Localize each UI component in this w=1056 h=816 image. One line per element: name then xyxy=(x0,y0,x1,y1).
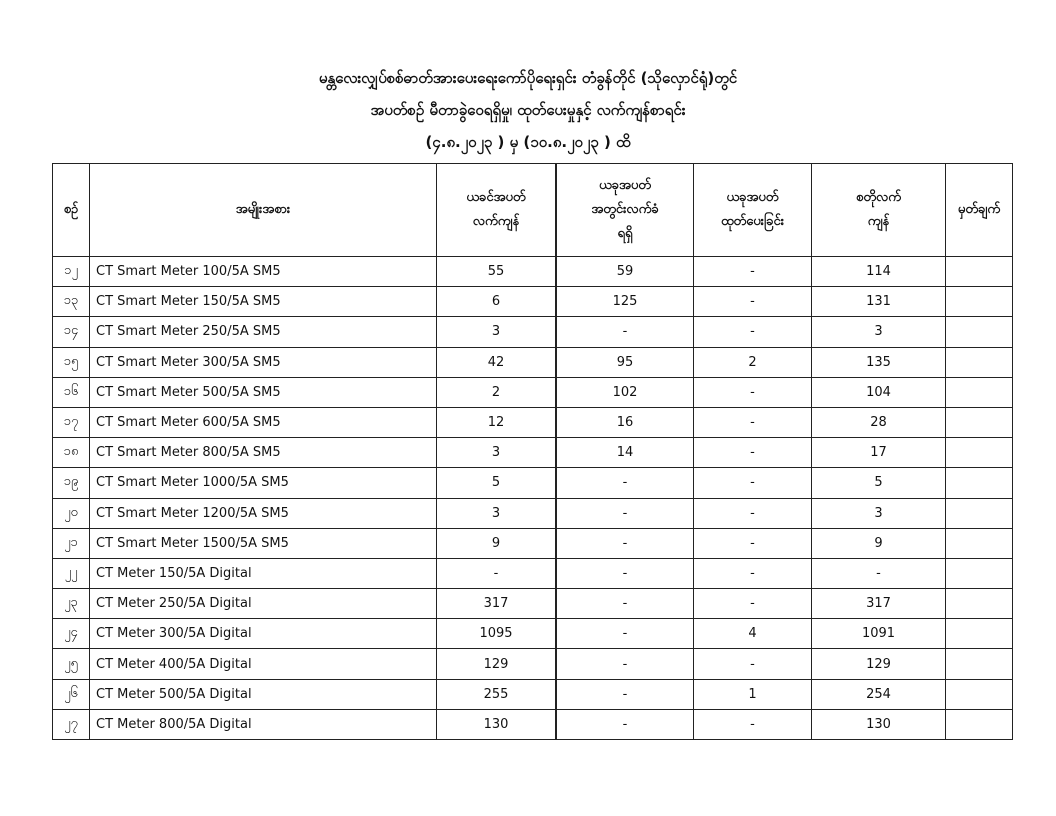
row-item-name: CT Meter 300/5A Digital xyxy=(90,619,437,649)
row-remark xyxy=(946,348,1013,378)
row-item-name: CT Smart Meter 1000/5A SM5 xyxy=(90,468,437,498)
row-previous-balance: 3 xyxy=(437,438,556,468)
row-no: ၂၀ xyxy=(52,499,90,529)
row-item-name: CT Smart Meter 100/5A SM5 xyxy=(90,257,437,287)
row-remark xyxy=(946,710,1013,740)
header-item xyxy=(90,163,437,257)
row-previous-balance: 3 xyxy=(437,499,556,529)
row-store-balance: 131 xyxy=(812,287,946,317)
row-issued: - xyxy=(694,499,812,529)
header-prev-line-2: လက်ကျန် xyxy=(472,214,520,229)
row-store-balance: 17 xyxy=(812,438,946,468)
row-previous-balance: - xyxy=(437,559,556,589)
header-received-line-2: အတွင်းလက်ခံ xyxy=(591,202,659,217)
header-no xyxy=(52,163,90,257)
row-received: - xyxy=(556,499,694,529)
header-received-line-1: ယခုအပတ် xyxy=(599,178,651,193)
row-previous-balance: 1095 xyxy=(437,619,556,649)
row-store-balance: 317 xyxy=(812,589,946,619)
row-remark xyxy=(946,619,1013,649)
row-item-name: CT Meter 800/5A Digital xyxy=(90,710,437,740)
document-title xyxy=(0,62,1056,158)
row-store-balance: 135 xyxy=(812,348,946,378)
row-no: ၂၇ xyxy=(52,710,90,740)
row-received: 102 xyxy=(556,378,694,408)
row-issued: - xyxy=(694,649,812,679)
row-item-name: CT Smart Meter 150/5A SM5 xyxy=(90,287,437,317)
title-line-3: (၄.၈.၂၀၂၃ ) မှ (၁၀.၈.၂၀၂၃ ) ထိ xyxy=(425,133,631,151)
row-remark xyxy=(946,257,1013,287)
row-previous-balance: 129 xyxy=(437,649,556,679)
row-store-balance: - xyxy=(812,559,946,589)
row-remark xyxy=(946,680,1013,710)
row-store-balance: 254 xyxy=(812,680,946,710)
row-remark xyxy=(946,468,1013,498)
row-previous-balance: 12 xyxy=(437,408,556,438)
row-no: ၁၈ xyxy=(52,438,90,468)
row-previous-balance: 5 xyxy=(437,468,556,498)
row-previous-balance: 130 xyxy=(437,710,556,740)
row-item-name: CT Smart Meter 250/5A SM5 xyxy=(90,317,437,347)
row-received: - xyxy=(556,589,694,619)
row-previous-balance: 42 xyxy=(437,348,556,378)
row-received: - xyxy=(556,529,694,559)
row-received: - xyxy=(556,619,694,649)
header-no-label: စဉ် xyxy=(63,202,79,217)
row-received: - xyxy=(556,710,694,740)
row-issued: - xyxy=(694,257,812,287)
row-previous-balance: 255 xyxy=(437,680,556,710)
row-no: ၁၃ xyxy=(52,287,90,317)
row-remark xyxy=(946,589,1013,619)
row-item-name: CT Smart Meter 1200/5A SM5 xyxy=(90,499,437,529)
row-previous-balance: 317 xyxy=(437,589,556,619)
row-issued: - xyxy=(694,468,812,498)
header-previous-balance xyxy=(437,163,556,257)
row-issued: - xyxy=(694,589,812,619)
row-received: - xyxy=(556,559,694,589)
row-item-name: CT Smart Meter 800/5A SM5 xyxy=(90,438,437,468)
row-received: 125 xyxy=(556,287,694,317)
row-previous-balance: 55 xyxy=(437,257,556,287)
row-no: ၁၄ xyxy=(52,317,90,347)
row-item-name: CT Meter 500/5A Digital xyxy=(90,680,437,710)
header-received-line-3: ရရှိ xyxy=(617,226,633,241)
row-remark xyxy=(946,649,1013,679)
row-store-balance: 114 xyxy=(812,257,946,287)
row-no: ၁၅ xyxy=(52,348,90,378)
row-item-name: CT Smart Meter 1500/5A SM5 xyxy=(90,529,437,559)
row-received: 16 xyxy=(556,408,694,438)
row-item-name: CT Smart Meter 300/5A SM5 xyxy=(90,348,437,378)
row-issued: - xyxy=(694,559,812,589)
row-store-balance: 104 xyxy=(812,378,946,408)
row-received: - xyxy=(556,649,694,679)
row-store-balance: 5 xyxy=(812,468,946,498)
row-no: ၁၉ xyxy=(52,468,90,498)
row-remark xyxy=(946,378,1013,408)
header-remark xyxy=(946,163,1013,257)
row-no: ၂၂ xyxy=(52,559,90,589)
row-issued: - xyxy=(694,287,812,317)
row-no: ၁၇ xyxy=(52,408,90,438)
row-no: ၁၆ xyxy=(52,378,90,408)
row-issued: - xyxy=(694,317,812,347)
row-received: 95 xyxy=(556,348,694,378)
header-received xyxy=(556,163,694,257)
row-no: ၂၄ xyxy=(52,619,90,649)
row-no: ၁၂ xyxy=(52,257,90,287)
row-no: ၂၁ xyxy=(52,529,90,559)
row-remark xyxy=(946,287,1013,317)
header-balance-line-1: စတိုလက် xyxy=(856,190,901,205)
row-remark xyxy=(946,559,1013,589)
row-store-balance: 28 xyxy=(812,408,946,438)
row-previous-balance: 3 xyxy=(437,317,556,347)
title-line-2: အပတ်စဉ် မီတာခွဲဝေရရှိမှု၊ ထုတ်ပေးမှုနှင့် လက်ကျန်စာရင်း xyxy=(370,101,686,119)
row-issued: - xyxy=(694,710,812,740)
row-item-name: CT Meter 400/5A Digital xyxy=(90,649,437,679)
header-remark-label: မှတ်ချက် xyxy=(957,202,1001,217)
header-store-balance xyxy=(812,163,946,257)
row-remark xyxy=(946,438,1013,468)
header-issued-line-1: ယခုအပတ် xyxy=(726,190,779,205)
header-balance-line-2: ကျန် xyxy=(867,214,890,229)
row-received: - xyxy=(556,680,694,710)
row-remark xyxy=(946,529,1013,559)
row-received: - xyxy=(556,468,694,498)
row-store-balance: 3 xyxy=(812,499,946,529)
row-store-balance: 9 xyxy=(812,529,946,559)
row-item-name: CT Smart Meter 600/5A SM5 xyxy=(90,408,437,438)
row-no: ၂၅ xyxy=(52,649,90,679)
row-no: ၂၃ xyxy=(52,589,90,619)
row-remark xyxy=(946,499,1013,529)
header-prev-line-1: ယခင်အပတ် xyxy=(466,190,526,205)
row-item-name: CT Smart Meter 500/5A SM5 xyxy=(90,378,437,408)
row-store-balance: 130 xyxy=(812,710,946,740)
row-issued: - xyxy=(694,529,812,559)
row-store-balance: 3 xyxy=(812,317,946,347)
row-no: ၂၆ xyxy=(52,680,90,710)
row-received: 59 xyxy=(556,257,694,287)
row-item-name: CT Meter 150/5A Digital xyxy=(90,559,437,589)
title-line-1: မန္တလေးလျှပ်စစ်ဓာတ်အားပေးရေးကော်ပိုရေးရှင်း တံခွန်တိုင် (သိုလှောင်ရုံ)တွင် xyxy=(318,69,738,87)
row-remark xyxy=(946,408,1013,438)
row-issued: 4 xyxy=(694,619,812,649)
row-remark xyxy=(946,317,1013,347)
inventory-table xyxy=(52,163,1013,740)
row-received: 14 xyxy=(556,438,694,468)
row-received: - xyxy=(556,317,694,347)
row-issued: - xyxy=(694,378,812,408)
row-store-balance: 1091 xyxy=(812,619,946,649)
row-issued: - xyxy=(694,408,812,438)
row-previous-balance: 2 xyxy=(437,378,556,408)
header-item-label: အမျိုးအစား xyxy=(235,202,291,217)
header-issued-line-2: ထုတ်ပေးခြင်း xyxy=(720,214,784,229)
row-item-name: CT Meter 250/5A Digital xyxy=(90,589,437,619)
row-issued: - xyxy=(694,438,812,468)
row-previous-balance: 9 xyxy=(437,529,556,559)
row-issued: 2 xyxy=(694,348,812,378)
header-issued xyxy=(694,163,812,257)
row-store-balance: 129 xyxy=(812,649,946,679)
row-issued: 1 xyxy=(694,680,812,710)
row-previous-balance: 6 xyxy=(437,287,556,317)
